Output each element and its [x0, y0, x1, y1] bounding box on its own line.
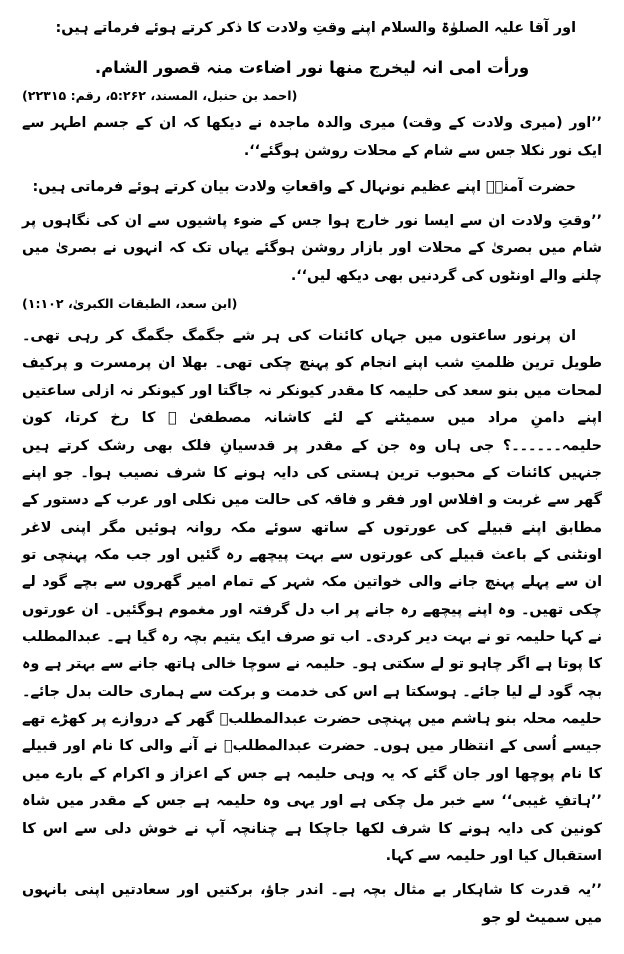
quote-translation-2: ’’وقتِ ولادت ان سے ایسا نور خارج ہوا جس کے ضوء پاشیوں سے ان کی نگاہوں پر شام میں بصریٰ کے محلات اور بازار روشن ہوگئے یہاں تک کہ انہوں نے بصریٰ میں چلنے والے اونٹوں کی گردنیں بھی دیکھ لیں‘‘.: [22, 212, 602, 284]
quote-final: ’’یہ قدرت کا شاہکار بے مثال بچہ ہے۔ اندر جاؤ، برکتیں اور سعادتیں اپنی بانہوں میں سمیٹ لو جو: [22, 882, 602, 926]
paragraph-intro-line: اور آقا علیہ الصلوٰۃ والسلام اپنے وقتِ ولادت کا ذکر کرتے ہوئے فرماتے ہیں:: [55, 20, 576, 36]
spacer: [22, 44, 602, 49]
paragraph-amina-intro: حضرت آمنہؓ اپنے عظیم نونہال کے واقعاتِ ولادت بیان کرتے ہوئے فرماتی ہیں:: [32, 178, 576, 195]
citation-reference-2: (ابن سعد، الطبقات الکبریٰ، ۱:۱۰۲): [22, 295, 238, 311]
quote-translation-1: ’’اور (میری ولادت کے وقت) میری والدہ ماجدہ نے دیکھا کہ ان کے جسم اطہر سے ایک نور نکلا جس سے شام کے محلات روشن ہوگئے‘‘.: [22, 115, 602, 159]
citation-reference-1: (احمد بن حنبل، المسند، ۵:۲۶۲، رقم: ۲۲۳۱۵): [22, 87, 298, 103]
paragraph-body-main: ان پرنور ساعتوں میں جہاں کائنات کی ہر شے جگمگ جگمگ کر رہی تھی۔ طویل ترین ظلمتِ شب اپنے انجام کو پہنچ چکی تھی۔ بھلا ان پرمسرت و پرکیف لمحات میں بنو سعد کی حلیمہ کا مقدر کیونکر نہ جاگتا اور کیونکر نہ ازلی ساعتیں اپنے دامنِ مراد میں سمیٹنے کے لئے کاشانہ مصطفیٰ ﷺ کا رخ کرتا، کون حلیمہ۔۔۔۔۔۔؟ جی ہاں وہ جن کے مقدر پر قدسیانِ فلک بھی رشک کرتے ہیں جنہیں کائنات کے محبوب ترین ہستی کی دایہ ہونے کا شرف نصیب ہوا۔ جو اپنے گھر سے غربت و افلاس اور فقر و فاقہ کی حالت میں نکلی اور عرب کے دستور کے مطابق اپنے قبیلے کی عورتوں کے ساتھ سوئے مکہ روانہ ہوئیں مگر اپنی لاغر اونٹنی کے باعث قبیلے کی عورتوں سے بہت پیچھے رہ گئیں اور جب مکہ پہنچی تو ان سے پہلے پہنچ جانے والی خواتین مکہ شہر کے تمام امیر گھروں سے بچے گود لے چکی تھیں۔ وہ اپنے پیچھے رہ جانے پر اب دل گرفتہ اور مغموم ہوگئیں۔ ان عورتوں نے کہا حلیمہ تو نے بہت دیر کردی۔ اب تو صرف ایک یتیم بچہ رہ گیا ہے۔ عبدالمطلب کا پوتا ہے اگر چاہو تو لے سکتی ہو۔ حلیمہ نے سوچا خالی ہاتھ جانے سے بہتر ہے وہ بچہ گود لے لیا جائے۔ ہوسکتا ہے اس کی خدمت و برکت سے ہماری حالت بدل جائے۔ حلیمہ محلہ بنو ہاشم میں پہنچی حضرت عبدالمطلبؓ گھر کے دروازے پر کھڑے تھے جیسے اُسی کے انتظار میں ہوں۔ حضرت عبدالمطلبؓ نے آنے والی کا نام اور قبیلے کا نام پوچھا اور جان گئے کہ یہ وہی حلیمہ ہے جس کے اعزاز و اکرام کے بارے میں ’’ہاتفِ غیبی‘‘ سے خبر مل چکی ہے اور یہی وہ حلیمہ ہے جس کے مقدر میں شاہ کونین کی دایہ ہونے کا شرف لکھا جاچکا ہے چنانچہ آپ نے خوش دلی سے اس کا استقبال کیا اور حلیمہ سے کہا.: [22, 328, 602, 864]
arabic-hadith-text: ورأت امی انہ لیخرج منھا نور اضاءت منہ قصور الشام.: [94, 58, 530, 78]
